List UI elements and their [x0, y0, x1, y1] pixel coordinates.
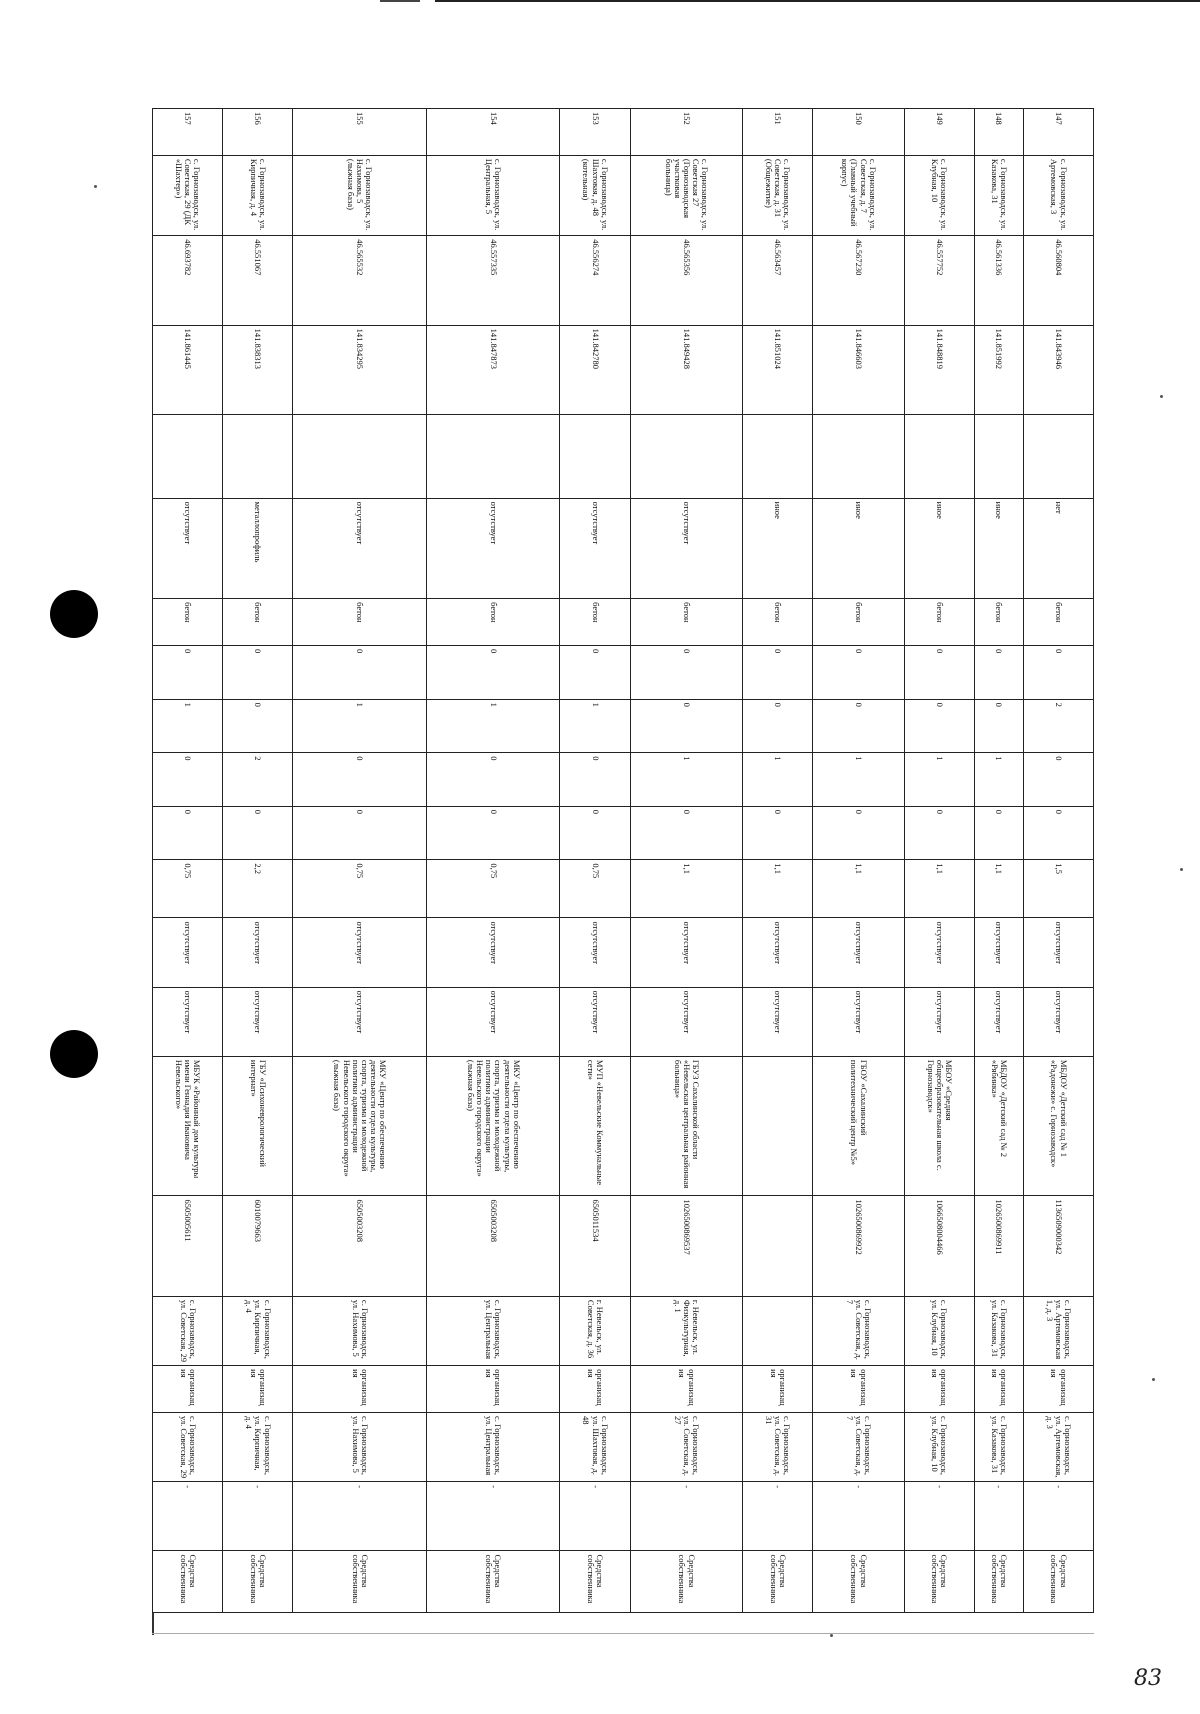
cell-cover: металлопрофиль [223, 498, 293, 598]
cell-c1: 0 [153, 646, 223, 700]
cell-address: с. Горнозаводск, ул. Советская 27 (Горнозаводская участковая больница) [630, 155, 742, 235]
cell-no: 147 [1023, 109, 1093, 156]
cell-no: 152 [630, 109, 742, 156]
cell-address: с. Горнозаводск, ул. Клубная, 10 [904, 155, 974, 235]
cell-c2: 0 [974, 699, 1023, 753]
cell-f1: отсутствует [904, 918, 974, 987]
cell-source: с. Горнозаводск, ул. Кирпичная, д. 4 [223, 1413, 293, 1482]
cell-ogrn: 6505003208 [426, 1196, 559, 1296]
cell-f1: отсутствует [293, 918, 426, 987]
scan-speck [1180, 868, 1183, 871]
cell-f1: отсутствует [974, 918, 1023, 987]
cell-area: 1,1 [630, 860, 742, 918]
table-row [153, 109, 223, 1613]
cell-f1: отсутствует [426, 918, 559, 987]
cell-c1: 0 [813, 646, 904, 700]
cell-f2: отсутствует [560, 987, 630, 1056]
cell-fund: Средства собственника [813, 1551, 904, 1613]
cell-source: с. Горнозаводск, ул. Нахимова, 5 [293, 1413, 426, 1482]
cell-lat: 46.563457 [743, 236, 813, 325]
cell-base: бетон [630, 599, 742, 646]
cell-base: бетон [813, 599, 904, 646]
cell-base: бетон [293, 599, 426, 646]
cell-c2: 0 [904, 699, 974, 753]
cell-f2: отсутствует [813, 987, 904, 1056]
cell-no: 154 [426, 109, 559, 156]
cell-c1: 0 [630, 646, 742, 700]
cell-no: 155 [293, 109, 426, 156]
cell-type [904, 414, 974, 498]
cell-cover: отсутствует [293, 498, 426, 598]
cell-cover: отсутствует [426, 498, 559, 598]
cell-type [974, 414, 1023, 498]
left-edge-mark [152, 1613, 154, 1635]
cell-c1: 0 [223, 646, 293, 700]
cell-type [630, 414, 742, 498]
cell-area: 1,1 [813, 860, 904, 918]
cell-sep: - [1023, 1482, 1093, 1551]
cell-cover: иное [904, 498, 974, 598]
cell-cover: отсутствует [153, 498, 223, 598]
cell-c4: 0 [974, 806, 1023, 860]
cell-sep: - [293, 1482, 426, 1551]
cell-f1: отсутствует [630, 918, 742, 987]
cell-f2: отсутствует [743, 987, 813, 1056]
cell-c3: 0 [293, 753, 426, 807]
rotated-table-container [152, 108, 1094, 1613]
punch-hole-lower [50, 1030, 98, 1078]
cell-fund: Средства собственника [974, 1551, 1023, 1613]
table-row [630, 109, 742, 1613]
cell-fund: Средства собственника [1023, 1551, 1093, 1613]
cell-area: 0,75 [153, 860, 223, 918]
cell-address: с. Горнозаводск, ул. Советская, д. 7 (Главный учебный корпус) [813, 155, 904, 235]
cell-c2: 1 [426, 699, 559, 753]
bottom-rule [152, 1633, 1094, 1634]
cell-lon: 141.846603 [813, 325, 904, 414]
cell-address: с. Горнозаводск, ул. Советская, д. 31 (Общежитие) [743, 155, 813, 235]
cell-ogrn: 1026500869911 [974, 1196, 1023, 1296]
cell-f2: отсутствует [630, 987, 742, 1056]
cell-ogrn: 1066508004466 [904, 1196, 974, 1296]
cell-lon: 141.843946 [1023, 325, 1093, 414]
cell-no: 153 [560, 109, 630, 156]
cell-c3: 0 [1023, 753, 1093, 807]
cell-c4: 0 [223, 806, 293, 860]
table-row [223, 109, 293, 1613]
cell-lon: 141.847873 [426, 325, 559, 414]
cell-lon: 141.834295 [293, 325, 426, 414]
cell-c3: 1 [813, 753, 904, 807]
punch-hole-upper [50, 590, 98, 638]
cell-org: организация [813, 1366, 904, 1413]
cell-cover: отсутствует [560, 498, 630, 598]
cell-area: 0,75 [426, 860, 559, 918]
cell-ogrn: 6505011534 [560, 1196, 630, 1296]
cell-source: с. Горнозаводск, ул. Шахтовая, д. 48 [560, 1413, 630, 1482]
page-number: 83 [1134, 1666, 1162, 1691]
cell-f1: отсутствует [813, 918, 904, 987]
cell-lon: 141.842780 [560, 325, 630, 414]
cell-ogrn: 6505005611 [153, 1196, 223, 1296]
cell-c2: 0 [630, 699, 742, 753]
cell-owner: МУП «Невельские Коммунальные сети» [560, 1056, 630, 1196]
cell-lat: 46.560804 [1023, 236, 1093, 325]
cell-sep: - [974, 1482, 1023, 1551]
cell-c4: 0 [153, 806, 223, 860]
cell-f2: отсутствует [223, 987, 293, 1056]
cell-fund: Средства собственника [743, 1551, 813, 1613]
cell-type [223, 414, 293, 498]
cell-fund: Средства собственника [904, 1551, 974, 1613]
cell-owner: ГБОУ «Сахалинский политехнический центр №5» [813, 1056, 904, 1196]
cell-lon: 141.861445 [153, 325, 223, 414]
cell-owner: МКУ «Центр по обеспечению деятельности отдела культуры, спорта, туризма и молодежной политики администрации Невельского городского округа» (лыжная база) [293, 1056, 426, 1196]
cell-c3: 1 [630, 753, 742, 807]
cell-c3: 2 [223, 753, 293, 807]
cell-type [1023, 414, 1093, 498]
cell-org: организация [974, 1366, 1023, 1413]
cell-owner_addr: с. Горнозаводск, ул. Нахимова, 5 [293, 1296, 426, 1365]
cell-lat: 46.556274 [560, 236, 630, 325]
cell-owner_addr: с. Горнозаводск, ул. Кирпичная, д. 4 [223, 1296, 293, 1365]
cell-lat: 46.551067 [223, 236, 293, 325]
cell-lat: 46.693782 [153, 236, 223, 325]
cell-no: 150 [813, 109, 904, 156]
cell-address: с. Горнозаводск, ул. Советская, 29 (ДК «Шахтер») [153, 155, 223, 235]
cell-org: организация [743, 1366, 813, 1413]
cell-base: бетон [426, 599, 559, 646]
cell-owner_addr [743, 1296, 813, 1365]
table-row [743, 109, 813, 1613]
table-row [1023, 109, 1093, 1613]
cell-c2: 0 [743, 699, 813, 753]
cell-c1: 0 [426, 646, 559, 700]
cell-c4: 0 [904, 806, 974, 860]
cell-type [293, 414, 426, 498]
table-row [974, 109, 1023, 1613]
table-row [293, 109, 426, 1613]
cell-c4: 0 [560, 806, 630, 860]
cell-source: с. Горнозаводск, ул. Клубная, 10 [904, 1413, 974, 1482]
cell-c3: 1 [743, 753, 813, 807]
cell-lon: 141.838313 [223, 325, 293, 414]
cell-base: бетон [974, 599, 1023, 646]
cell-lat: 46.557752 [904, 236, 974, 325]
cell-sep: - [813, 1482, 904, 1551]
cell-source: с. Горнозаводск, ул. Артемовская, д. 3 [1023, 1413, 1093, 1482]
cell-c1: 0 [560, 646, 630, 700]
cell-f2: отсутствует [426, 987, 559, 1056]
cell-owner_addr: с. Горнозаводск, ул. Казакова, 31 [974, 1296, 1023, 1365]
cell-area: 0,75 [293, 860, 426, 918]
cell-ogrn: 6505003208 [293, 1196, 426, 1296]
cell-c3: 1 [904, 753, 974, 807]
cell-c3: 0 [426, 753, 559, 807]
cell-cover: нет [1023, 498, 1093, 598]
cell-fund: Средства собственника [293, 1551, 426, 1613]
cell-source: с. Горнозаводск, ул. Советская, д. 7 [813, 1413, 904, 1482]
cell-f1: отсутствует [743, 918, 813, 987]
cell-source: с. Горнозаводск, ул. Советская, 29 [153, 1413, 223, 1482]
scan-speck [94, 185, 97, 188]
cell-c4: 0 [630, 806, 742, 860]
cell-owner: МБОУ «Средняя общеобразовательная школа с. Горнозаводск» [904, 1056, 974, 1196]
cell-cover: иное [743, 498, 813, 598]
cell-fund: Средства собственника [560, 1551, 630, 1613]
scan-speck [830, 1634, 833, 1637]
cell-c2: 0 [813, 699, 904, 753]
cell-owner_addr: с. Горнозаводск, ул. Клубная, 10 [904, 1296, 974, 1365]
cell-base: бетон [743, 599, 813, 646]
cell-cover: отсутствует [630, 498, 742, 598]
cell-lon: 141.851024 [743, 325, 813, 414]
cell-source: с. Горнозаводск, ул. Советская, д. 27 [630, 1413, 742, 1482]
cell-org: организация [1023, 1366, 1093, 1413]
cell-c3: 0 [560, 753, 630, 807]
cell-base: бетон [560, 599, 630, 646]
cell-lat: 46.565532 [293, 236, 426, 325]
cell-org: организация [293, 1366, 426, 1413]
cell-org: организация [630, 1366, 742, 1413]
cell-area: 2,2 [223, 860, 293, 918]
cell-sep: - [223, 1482, 293, 1551]
cell-sep: - [630, 1482, 742, 1551]
cell-sep: - [153, 1482, 223, 1551]
cell-f2: отсутствует [293, 987, 426, 1056]
scan-speck [1152, 1378, 1155, 1381]
cell-c1: 0 [974, 646, 1023, 700]
cell-sep: - [904, 1482, 974, 1551]
cell-lat: 46.565356 [630, 236, 742, 325]
table-row [813, 109, 904, 1613]
cell-type [743, 414, 813, 498]
cell-c1: 0 [904, 646, 974, 700]
cell-address: с. Горнозаводск, ул. Нахимова, 5 (лыжная база) [293, 155, 426, 235]
cell-area: 1,1 [974, 860, 1023, 918]
table-row [904, 109, 974, 1613]
cell-owner_addr: с. Горнозаводск, ул. Центральная [426, 1296, 559, 1365]
cell-cover: иное [974, 498, 1023, 598]
cell-f2: отсутствует [904, 987, 974, 1056]
cell-c2: 1 [293, 699, 426, 753]
cell-owner_addr: г. Невельск, ул. Физкультурная, д. 1 [630, 1296, 742, 1365]
cell-sep: - [560, 1482, 630, 1551]
cell-address: с. Горнозаводск, ул. Казакова, 31 [974, 155, 1023, 235]
cell-f1: отсутствует [1023, 918, 1093, 987]
cell-c4: 0 [1023, 806, 1093, 860]
cell-f2: отсутствует [153, 987, 223, 1056]
cell-fund: Средства собственника [426, 1551, 559, 1613]
cell-f1: отсутствует [560, 918, 630, 987]
cell-base: бетон [223, 599, 293, 646]
cell-lon: 141.848819 [904, 325, 974, 414]
cell-owner: МБДОУ «Детский сад № 2 «Рябинка» [974, 1056, 1023, 1196]
cell-owner_addr: с. Горнозаводск, ул. Артемовская 1, д. 3 [1023, 1296, 1093, 1365]
cell-owner: ГБУ «Психоневрологический интернат» [223, 1056, 293, 1196]
cell-c1: 0 [743, 646, 813, 700]
cell-org: организация [560, 1366, 630, 1413]
cell-c4: 0 [293, 806, 426, 860]
scan-speck [1160, 395, 1163, 398]
cell-lat: 46.557335 [426, 236, 559, 325]
cell-lat: 46.561336 [974, 236, 1023, 325]
table-row [426, 109, 559, 1613]
cell-area: 1,1 [743, 860, 813, 918]
cell-type [426, 414, 559, 498]
cell-fund: Средства собственника [153, 1551, 223, 1613]
cell-owner_addr: с. Горнозаводск, ул. Советская, 29 [153, 1296, 223, 1365]
cell-base: бетон [1023, 599, 1093, 646]
cell-lat: 46.567230 [813, 236, 904, 325]
cell-address: с. Горнозаводск, ул. Шахтовая, д. 48 (котельная) [560, 155, 630, 235]
cell-no: 156 [223, 109, 293, 156]
cell-owner: ГБУЗ Сахалинской области «Невельская центральная районная больница» [630, 1056, 742, 1196]
cell-c2: 1 [153, 699, 223, 753]
table-row [560, 109, 630, 1613]
cell-lon: 141.851992 [974, 325, 1023, 414]
cell-org: организация [426, 1366, 559, 1413]
cell-source: с. Горнозаводск, ул. Центральная [426, 1413, 559, 1482]
cell-area: 1,5 [1023, 860, 1093, 918]
cell-owner_addr: г. Невельск, ул. Советская, д. 36 [560, 1296, 630, 1365]
cell-source: с. Горнозаводск, ул. Советская, д. 31 [743, 1413, 813, 1482]
cell-address: с. Горнозаводск, ул. Кирпичная, д. 4 [223, 155, 293, 235]
container-sites-table [152, 108, 1094, 1613]
cell-c3: 0 [153, 753, 223, 807]
cell-c2: 2 [1023, 699, 1093, 753]
cell-address: с. Горнозаводск, ул. Артемовская, 3 [1023, 155, 1093, 235]
cell-no: 151 [743, 109, 813, 156]
cell-owner_addr: с. Горнозаводск, ул. Советская, д. 7 [813, 1296, 904, 1365]
cell-fund: Средства собственника [630, 1551, 742, 1613]
cell-type [813, 414, 904, 498]
cell-owner: МБУК «Районный дом культуры имени Геннадия Ивановича Невельского» [153, 1056, 223, 1196]
top-edge-mark [380, 0, 420, 2]
cell-c3: 1 [974, 753, 1023, 807]
cell-no: 148 [974, 109, 1023, 156]
cell-lon: 141.849428 [630, 325, 742, 414]
cell-org: организация [223, 1366, 293, 1413]
cell-f1: отсутствует [153, 918, 223, 987]
cell-ogrn: 1026500869922 [813, 1196, 904, 1296]
cell-owner: МБДОУ «Детский сад № 1 «Радонежи» с. Горнозаводск» [1023, 1056, 1093, 1196]
cell-org: организация [153, 1366, 223, 1413]
cell-base: бетон [904, 599, 974, 646]
cell-base: бетон [153, 599, 223, 646]
cell-ogrn: 1136509000342 [1023, 1196, 1093, 1296]
cell-f2: отсутствует [1023, 987, 1093, 1056]
cell-org: организация [904, 1366, 974, 1413]
cell-c4: 0 [743, 806, 813, 860]
cell-fund: Средства собственника [223, 1551, 293, 1613]
cell-area: 0,75 [560, 860, 630, 918]
cell-source: с. Горнозаводск, ул. Казакова, 31 [974, 1413, 1023, 1482]
cell-no: 149 [904, 109, 974, 156]
cell-c4: 0 [426, 806, 559, 860]
cell-c2: 1 [560, 699, 630, 753]
cell-sep: - [743, 1482, 813, 1551]
cell-type [153, 414, 223, 498]
cell-ogrn: 1026500869537 [630, 1196, 742, 1296]
cell-ogrn: 6010079663 [223, 1196, 293, 1296]
top-edge-line [435, 0, 1200, 2]
cell-address: с. Горнозаводск, ул. Центральная, 5 [426, 155, 559, 235]
cell-c1: 0 [1023, 646, 1093, 700]
cell-c4: 0 [813, 806, 904, 860]
cell-c2: 0 [223, 699, 293, 753]
cell-no: 157 [153, 109, 223, 156]
cell-sep: - [426, 1482, 559, 1551]
cell-area: 1,1 [904, 860, 974, 918]
cell-cover: иное [813, 498, 904, 598]
cell-type [560, 414, 630, 498]
cell-owner: МКУ «Центр по обеспечению деятельности отдела культуры, спорта, туризма и молодежной политики администрации Невельского городского округа» (лыжная база) [426, 1056, 559, 1196]
cell-ogrn [743, 1196, 813, 1296]
cell-f1: отсутствует [223, 918, 293, 987]
cell-c1: 0 [293, 646, 426, 700]
cell-owner [743, 1056, 813, 1196]
cell-f2: отсутствует [974, 987, 1023, 1056]
